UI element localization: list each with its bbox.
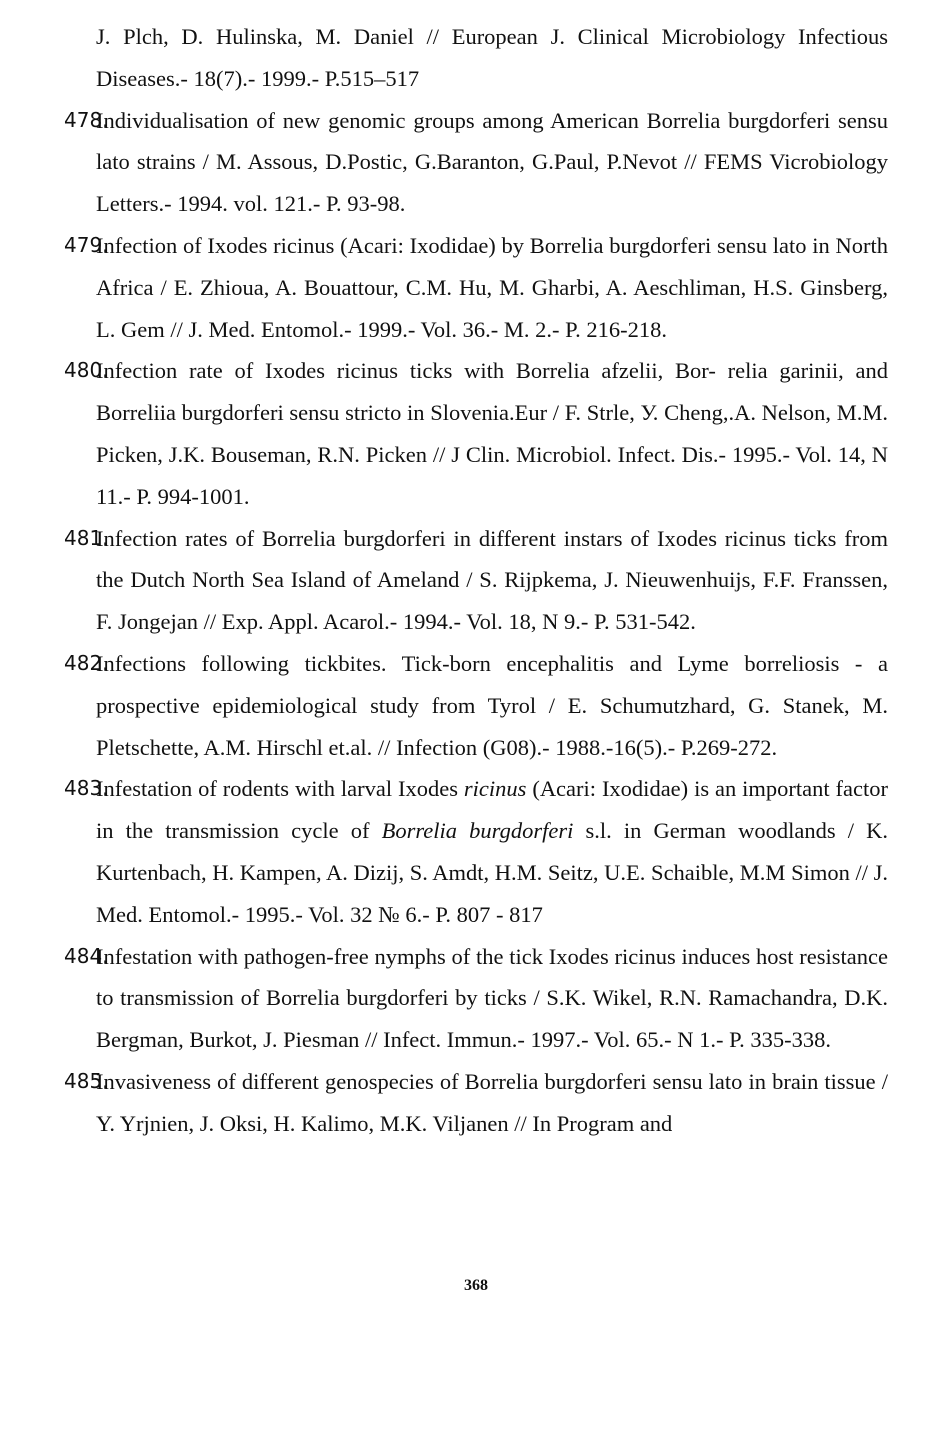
reference-text: Individualisation of new genomic groups among American Borrelia burgdorferi sensu lato strains / M. Assous, D.Postic, G.Baranton, G.Paul, P.Nevot // FEMS Vicrobiology Letters.- 1994. vol. 121.- P. 93-98.	[96, 107, 888, 217]
reference-text: Infestation with pathogen-free nymphs of the tick Ixodes ricinus induces host resistance to transmission of Borrelia burgdorferi by ticks / S.K. Wikel, R.N. Ramachandra, D.K. Bergman, Burkot, J. Piesman // Infect. Immun.- 1997.- Vol. 65.- N 1.- P. 335-338.	[96, 943, 888, 1053]
reference-text-part: s.l. in German woodlands / K. Kurtenbach, H. Kampen, A. Dizij, S. Amdt, H.M. Seitz, U.E. Schaible, M.M Simon // J. Med. Entomol.- 1995.- Vol. 32 № 6.- P. 807 - 817	[96, 818, 888, 927]
reference-item	[66, 643, 888, 768]
reference-number: 478.	[64, 107, 109, 132]
reference-text: Infection of Ixodes ricinus (Acari: Ixodidae) by Borrelia burgdorferi sensu lato in North Africa / E. Zhioua, A. Bouattour, C.M. Hu, M. Gharbi, A. Aeschliman, H.S. Ginsberg, L. Gem // J. Med. Entomol.- 1999.- Vol. 36.- M. 2.- P. 216-218.	[96, 232, 888, 342]
reference-item	[66, 936, 888, 1061]
reference-text: Infection rate of Ixodes ricinus ticks with Borrelia afzelii, Bor- relia garinii, and Borreliia burgdorferi sensu stricto in Slovenia.Eur / F. Strle, У. Cheng,.A. Nelson, M.M. Picken, J.K. Bouseman, R.N. Picken // J Clin. Microbiol. Infect. Dis.- 1995.- Vol. 14, N 11.- P. 994-1001.	[96, 358, 888, 509]
reference-number: 485.	[64, 1068, 109, 1093]
reference-number: 481.	[64, 525, 109, 550]
reference-text: J. Plch, D. Hulinska, M. Daniel // European J. Clinical Microbiology Infectious Diseases.- 18(7).- 1999.- P.515–517	[96, 24, 888, 91]
reference-item	[66, 518, 888, 643]
page-number: 368	[464, 1277, 488, 1294]
reference-italic-term: ricinus	[463, 776, 527, 802]
reference-text: Invasiveness of different genospecies of Borrelia burgdorferi sensu lato in brain tissue / Y. Yrjnien, J. Oksi, H. Kalimo, M.K. Viljanen // In Program and	[96, 1068, 888, 1136]
reference-item	[66, 100, 888, 225]
reference-number: 480.	[64, 358, 109, 383]
reference-text-part: (Acari: Ixodidae) is an important factor in the transmission cycle of	[96, 776, 888, 844]
reference-text: Infections following tickbites. Tick-born encephalitis and Lyme borreliosis - a prospective epidemiological study from Tyrol / E. Schumutzhard, G. Stanek, M. Pletschette, A.M. Hirschl et.al. // Infection (G08).- 1988.-16(5).- P.269-272.	[96, 650, 888, 760]
reference-item	[66, 768, 888, 935]
reference-text-part: Infestation of rodents with larval Ixodes	[96, 776, 464, 802]
reference-number: 482.	[64, 650, 109, 675]
reference-item	[66, 225, 888, 350]
reference-number: 479.	[64, 232, 109, 257]
reference-continuation	[66, 16, 888, 100]
reference-number: 484.	[64, 943, 109, 968]
reference-text: Infection rates of Borrelia burgdorferi in different instars of Ixodes ricinus ticks from the Dutch North Sea Island of Ameland / S. Rijpkema, J. Nieuwenhuijs, F.F. Franssen, F. Jongejan // Exp. Appl. Acarol.- 1994.- Vol. 18, N 9.- P. 531-542.	[96, 525, 888, 635]
reference-italic-term: Borrelia burgdorferi	[381, 818, 574, 844]
reference-item	[66, 1061, 888, 1145]
reference-item	[66, 350, 888, 517]
reference-list	[66, 16, 888, 1145]
reference-number: 483.	[64, 776, 109, 801]
